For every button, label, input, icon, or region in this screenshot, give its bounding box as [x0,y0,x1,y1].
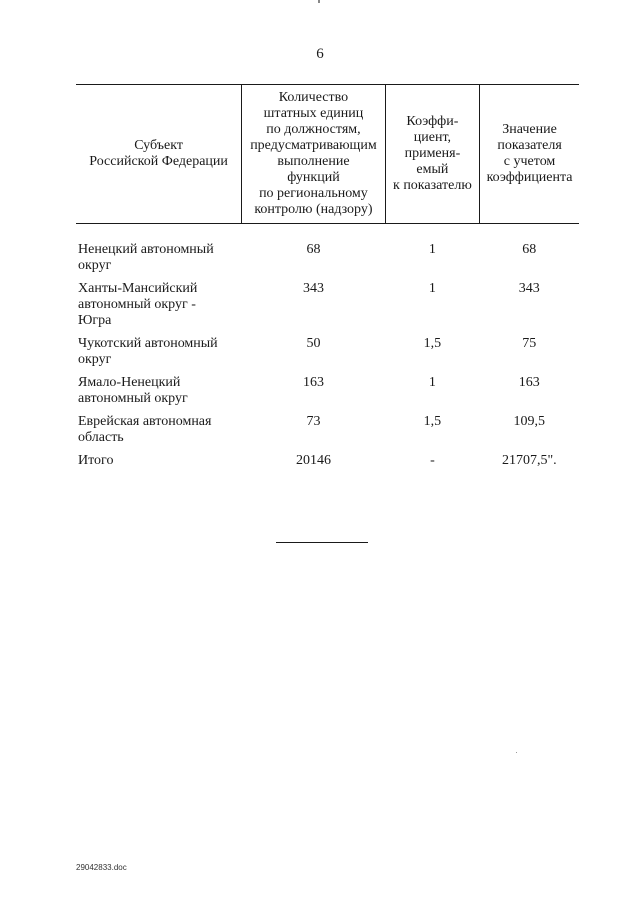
total-coefficient: - [430,453,435,468]
cell-adjusted-value: 343 [518,281,540,296]
cell-adjusted-value: 75 [522,336,537,351]
table-row [76,224,579,282]
scan-dot [516,752,517,753]
page-number: 6 [316,46,324,62]
total-label: Итого [78,453,114,468]
cell-coefficient: 1 [428,242,436,257]
table-total-row [76,453,579,469]
cell-staff-count: 343 [302,281,324,296]
cell-subject: Чукотский автономный округ [78,336,218,367]
total-staff-count: 20146 [295,453,331,468]
header-coefficient: Коэффи- циент, применя- емый к показателю [385,85,479,224]
cell-coefficient: 1,5 [423,336,442,351]
table-row [76,375,579,414]
cell-coefficient: 1 [428,375,436,390]
total-adjusted-value: 21707,5". [501,453,557,468]
cell-staff-count: 50 [306,336,321,351]
header-adjusted-value: Значение показателя с учетом коэффициента [480,85,579,224]
table-row [76,281,579,336]
cell-subject: Ямало-Ненецкий автономный округ [78,375,188,406]
table-row [76,414,579,453]
cell-adjusted-value: 163 [518,375,540,390]
cell-subject: Ханты-Мансийский автономный округ - Югра [78,281,198,328]
cell-subject: Еврейская автономная область [78,414,212,445]
end-separator-line [276,542,368,543]
footer-filename: 29042833.doc [76,863,127,872]
cell-coefficient: 1,5 [423,414,442,429]
cell-subject: Ненецкий автономный округ [78,242,214,273]
cell-staff-count: 163 [302,375,324,390]
cell-staff-count: 73 [306,414,321,429]
cell-adjusted-value: 68 [522,242,537,257]
table-header-row [76,85,579,224]
cell-staff-count: 68 [306,242,321,257]
table-row [76,336,579,375]
header-staff-count: Количество штатных единиц по должностям, предусматривающим выполнение функций по региональному контролю (надзору) [242,85,386,224]
header-subject: Субъект Российской Федерации [76,85,242,224]
coefficient-table [76,84,579,469]
cell-coefficient: 1 [428,281,436,296]
scan-mark [318,0,320,3]
cell-adjusted-value: 109,5 [513,414,546,429]
